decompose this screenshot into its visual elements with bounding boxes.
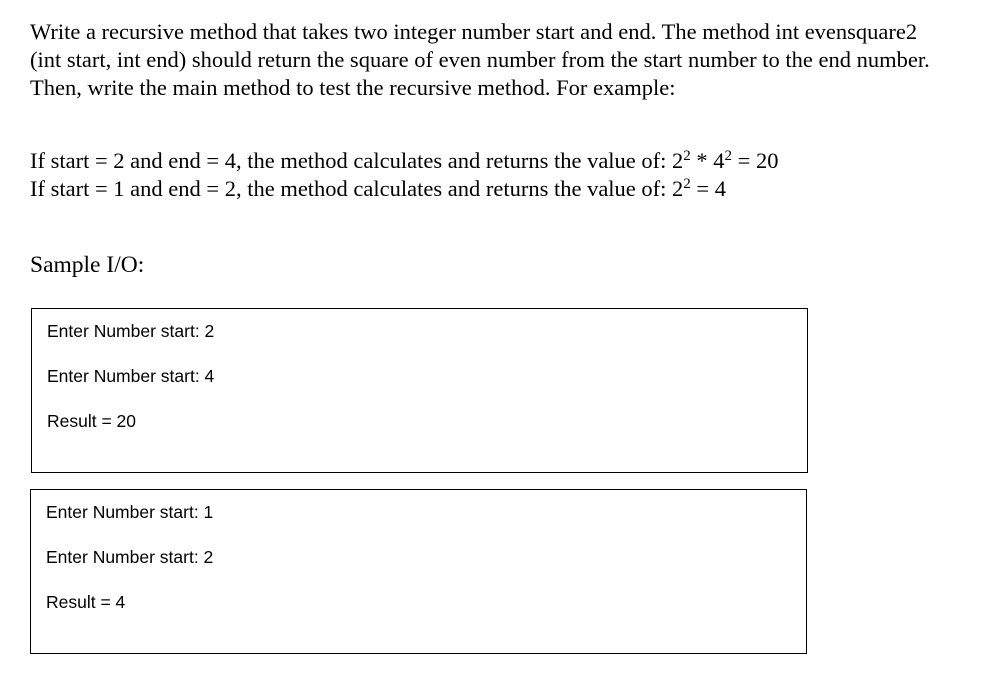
example-1-result: = 20	[732, 148, 779, 173]
io-box-1-line-2: Enter Number start: 4	[47, 366, 215, 386]
sample-io-heading: Sample I/O:	[30, 252, 145, 278]
example-1-operator: *	[690, 148, 714, 173]
sample-io-box-2	[30, 489, 807, 654]
example-line-1	[30, 147, 970, 175]
example-2-exponent-1: 2	[683, 175, 691, 192]
example-2-base-1: 2	[672, 176, 684, 201]
io-box-2-line-3: Result = 4	[46, 592, 126, 612]
example-line-2	[30, 175, 970, 203]
example-1-base-2: 4	[713, 148, 725, 173]
example-2-text: If start = 1 and end = 2, the method calculates and returns the value of:	[30, 176, 673, 201]
io-box-2-line-1: Enter Number start: 1	[46, 502, 214, 522]
io-box-1-line-3: Result = 20	[47, 411, 137, 431]
problem-description	[30, 18, 975, 102]
example-1-text: If start = 2 and end = 4, the method calculates and returns the value of:	[30, 148, 673, 173]
sample-io-box-1	[31, 308, 808, 473]
io-box-2-line-2: Enter Number start: 2	[46, 547, 214, 567]
example-1-exponent-1: 2	[683, 147, 691, 164]
description-line-2: (int start, int end) should return the square of even number from the start number to the end number.	[30, 47, 930, 72]
description-line-1: Write a recursive method that takes two integer number start and end. The method int evensquare2	[30, 19, 918, 44]
example-2-result: = 4	[690, 176, 726, 201]
description-line-3: Then, write the main method to test the recursive method. For example:	[30, 75, 676, 100]
io-box-1-line-1: Enter Number start: 2	[47, 321, 215, 341]
example-1-base-1: 2	[672, 148, 684, 173]
example-1-exponent-2: 2	[724, 147, 733, 164]
examples-block	[30, 147, 970, 203]
